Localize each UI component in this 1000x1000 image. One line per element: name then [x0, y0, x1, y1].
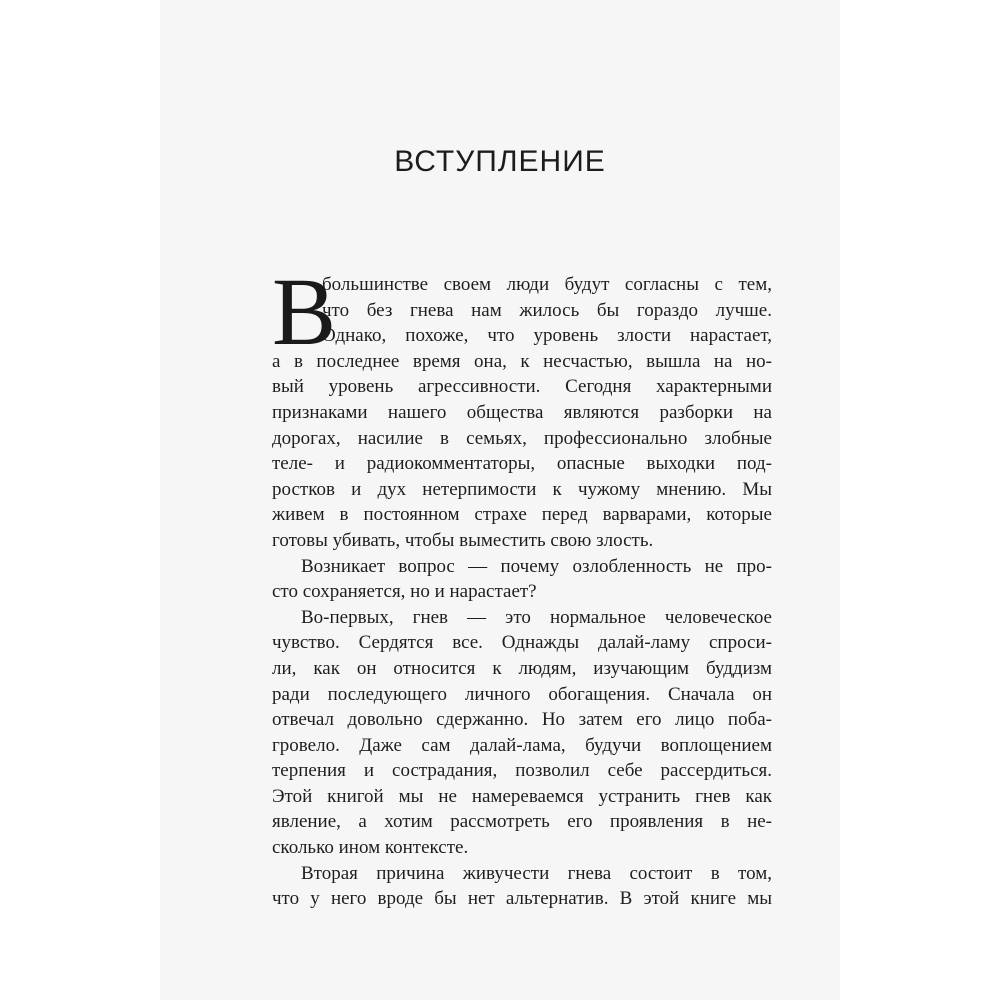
text-line: терпения и сострадания, позволил себе рассердиться. [272, 760, 772, 782]
text-line: явление, а хотим рассмотреть его проявления в не- [272, 811, 772, 833]
text-line: сколько ином контексте. [272, 837, 469, 859]
text-line: что без гнева нам жилось бы гораздо лучше. [322, 299, 772, 321]
text-line: ростков и дух нетерпимости к чужому мнению. Мы [272, 478, 772, 500]
text-line: чувство. Сердятся все. Однажды далай-ламу спроси- [272, 632, 772, 654]
book-page [160, 0, 840, 1000]
text-line: Возникает вопрос — почему озлобленность не про- [301, 555, 772, 577]
text-line: Этой книгой мы не намереваемся устранить гнев как [272, 785, 772, 807]
text-line: Однако, похоже, что уровень злости нарастает, [322, 325, 772, 347]
body-text [272, 258, 772, 912]
text-line: гровело. Даже сам далай-лама, будучи воплощением [272, 734, 772, 756]
text-line: Во-первых, гнев — это нормальное человеческое [301, 606, 772, 628]
text-line: вый уровень агрессивности. Сегодня характерными [272, 376, 772, 398]
chapter-title: ВСТУПЛЕНИЕ [394, 145, 606, 178]
text-line: что у него вроде бы нет альтернатив. В этой книге мы [272, 888, 772, 910]
text-line: готовы убивать, чтобы выместить свою злость. [272, 529, 654, 551]
text-line: ради последующего личного обогащения. Сначала он [272, 683, 772, 705]
text-line: теле- и радиокомментаторы, опасные выходки под- [272, 453, 772, 475]
text-line: большинстве своем люди будут согласны с тем, [322, 274, 772, 295]
drop-cap: В [272, 258, 337, 365]
text-line: а в последнее время она, к несчастью, вышла на но- [272, 350, 772, 372]
text-line: дорогах, насилие в семьях, профессионально злобные [272, 427, 772, 449]
text-line: признаками нашего общества являются разборки на [272, 401, 772, 423]
text-line: Вторая причина живучести гнева состоит в том, [301, 862, 772, 884]
text-line: ли, как он относится к людям, изучающим буддизм [272, 657, 772, 679]
text-line: живем в постоянном страхе перед варварами, которые [272, 504, 772, 526]
text-line: отвечал довольно сдержанно. Но затем его лицо поба- [272, 709, 772, 731]
text-line: сто сохраняется, но и нарастает? [272, 581, 537, 603]
